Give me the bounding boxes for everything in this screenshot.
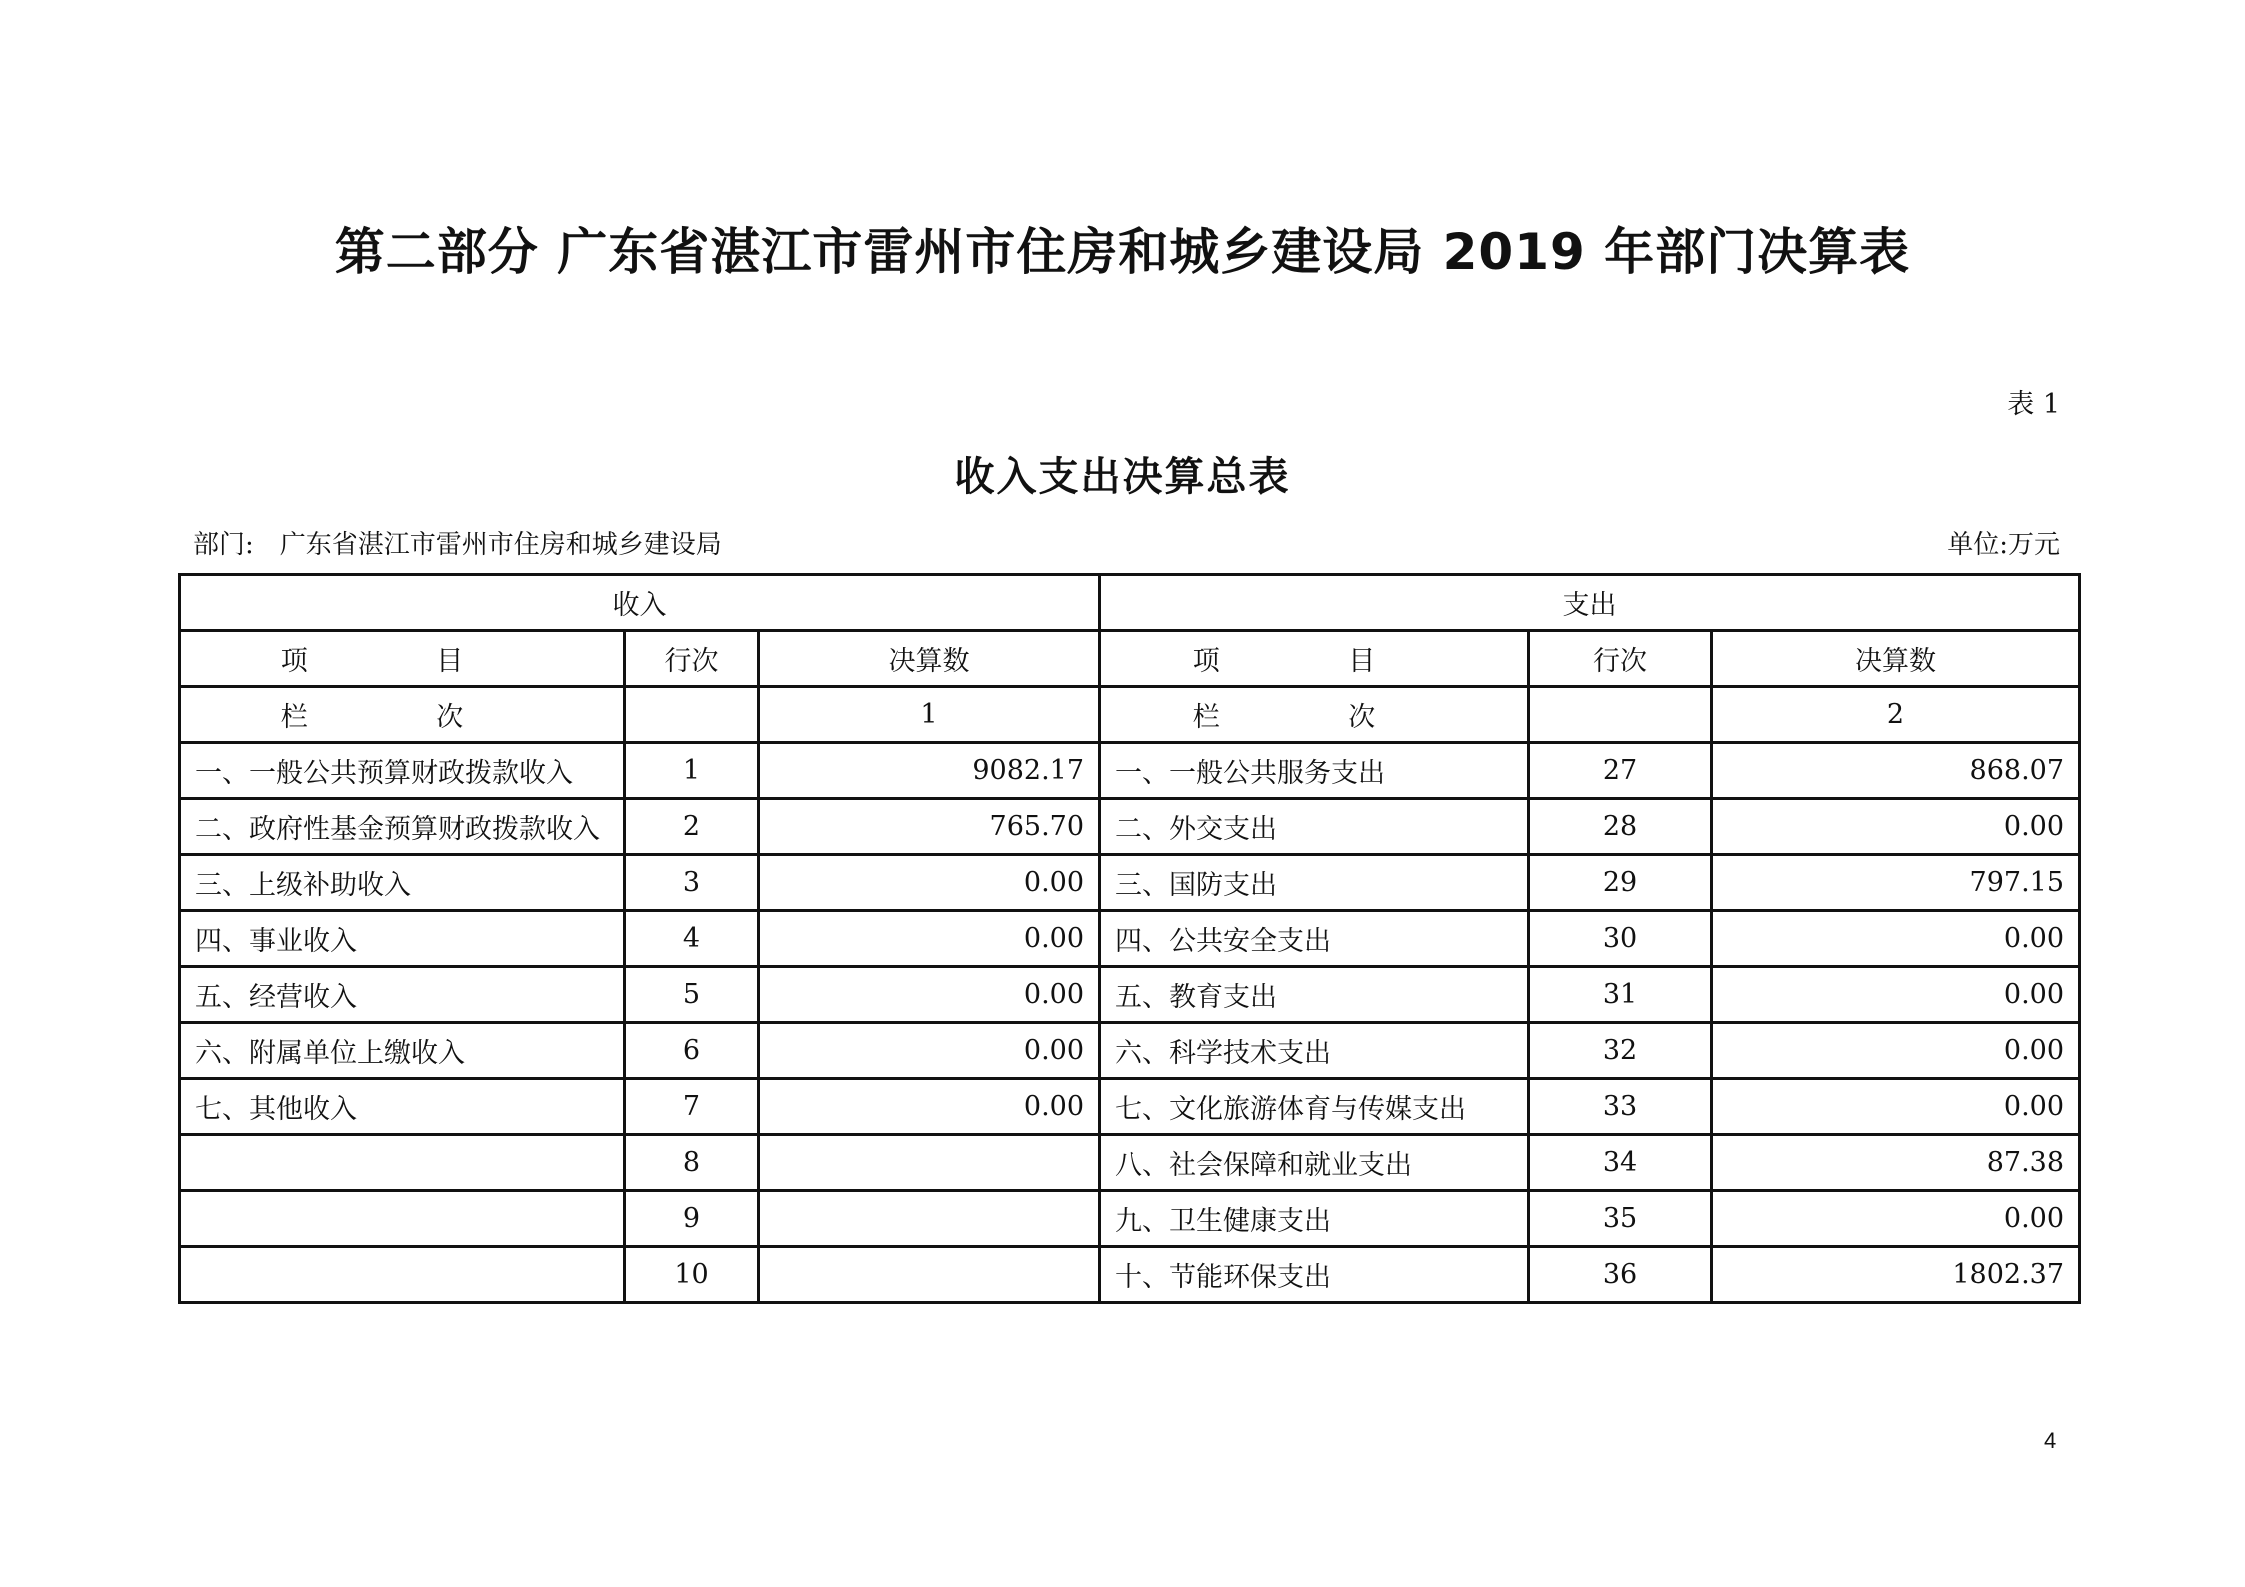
expense-item: 十、节能环保支出: [1100, 1247, 1529, 1303]
expense-amount: 0.00: [1712, 967, 2080, 1023]
expense-item: 八、社会保障和就业支出: [1100, 1135, 1529, 1191]
expense-row-number: 32: [1529, 1023, 1712, 1079]
department-value: 广东省湛江市雷州市住房和城乡建设局: [279, 530, 722, 560]
department-label: 部门:: [193, 530, 254, 560]
income-row-number: 4: [625, 911, 759, 967]
table-row: [180, 967, 2080, 1023]
table-row: [180, 911, 2080, 967]
income-row-number: 3: [625, 855, 759, 911]
expense-amount: 0.00: [1712, 1191, 2080, 1247]
expense-item: 二、外交支出: [1100, 799, 1529, 855]
expense-row-number: 34: [1529, 1135, 1712, 1191]
expense-column-row-empty: [1529, 687, 1712, 743]
income-row-number: 7: [625, 1079, 759, 1135]
expense-row-number: 33: [1529, 1079, 1712, 1135]
unit-label: 单位:万元: [1947, 530, 2060, 560]
income-item-header: 项 目: [180, 631, 625, 687]
income-amount: [759, 1135, 1100, 1191]
expense-row-number: 29: [1529, 855, 1712, 911]
income-amount: [759, 1247, 1100, 1303]
expense-amount: 87.38: [1712, 1135, 2080, 1191]
page-number: 4: [2044, 1428, 2057, 1453]
table-title: 收入支出决算总表: [954, 454, 1291, 500]
income-item: [180, 1135, 625, 1191]
department-line: [193, 524, 722, 561]
income-column-number: 1: [759, 687, 1100, 743]
income-row-number: 2: [625, 799, 759, 855]
income-row-number: 5: [625, 967, 759, 1023]
income-amount: 0.00: [759, 855, 1100, 911]
expense-item: 九、卫生健康支出: [1100, 1191, 1529, 1247]
expense-amount: 0.00: [1712, 799, 2080, 855]
income-amount: 765.70: [759, 799, 1100, 855]
table-row: [180, 1135, 2080, 1191]
expense-row-number: 27: [1529, 743, 1712, 799]
table-row: [180, 743, 2080, 799]
income-item: 三、上级补助收入: [180, 855, 625, 911]
expense-amount: 0.00: [1712, 1023, 2080, 1079]
expense-row-number: 28: [1529, 799, 1712, 855]
income-column-row-empty: [625, 687, 759, 743]
expense-amount: 868.07: [1712, 743, 2080, 799]
column-number-row: [180, 687, 2080, 743]
income-row-number: 9: [625, 1191, 759, 1247]
expense-column-label: 栏 次: [1100, 687, 1529, 743]
table-row: [180, 855, 2080, 911]
page-title: 第二部分 广东省湛江市雷州市住房和城乡建设局 2019 年部门决算表: [334, 223, 1911, 281]
expense-row-number: 31: [1529, 967, 1712, 1023]
table-row: [180, 1191, 2080, 1247]
expense-section-header: 支出: [1100, 575, 2080, 631]
income-amount: 0.00: [759, 1079, 1100, 1135]
income-amount: 0.00: [759, 967, 1100, 1023]
section-header-row: [180, 575, 2080, 631]
income-column-label: 栏 次: [180, 687, 625, 743]
expense-item: 三、国防支出: [1100, 855, 1529, 911]
income-item: 六、附属单位上缴收入: [180, 1023, 625, 1079]
expense-item: 六、科学技术支出: [1100, 1023, 1529, 1079]
income-section-header: 收入: [180, 575, 1100, 631]
income-row-number: 8: [625, 1135, 759, 1191]
income-row-number: 1: [625, 743, 759, 799]
expense-row-number: 36: [1529, 1247, 1712, 1303]
income-row-number: 10: [625, 1247, 759, 1303]
expense-amount-header: 决算数: [1712, 631, 2080, 687]
income-expense-table: [178, 573, 2081, 1304]
expense-item: 七、文化旅游体育与传媒支出: [1100, 1079, 1529, 1135]
table-row: [180, 799, 2080, 855]
expense-amount: 0.00: [1712, 1079, 2080, 1135]
expense-amount: 797.15: [1712, 855, 2080, 911]
expense-item: 五、教育支出: [1100, 967, 1529, 1023]
expense-item-header: 项 目: [1100, 631, 1529, 687]
income-row-number: 6: [625, 1023, 759, 1079]
column-header-row: [180, 631, 2080, 687]
income-row-header: 行次: [625, 631, 759, 687]
income-item: [180, 1247, 625, 1303]
income-item: [180, 1191, 625, 1247]
table-row: [180, 1079, 2080, 1135]
expense-item: 一、一般公共服务支出: [1100, 743, 1529, 799]
income-amount: [759, 1191, 1100, 1247]
income-amount: 9082.17: [759, 743, 1100, 799]
income-item: 一、一般公共预算财政拨款收入: [180, 743, 625, 799]
income-amount-header: 决算数: [759, 631, 1100, 687]
expense-row-header: 行次: [1529, 631, 1712, 687]
expense-item: 四、公共安全支出: [1100, 911, 1529, 967]
income-item: 二、政府性基金预算财政拨款收入: [180, 799, 625, 855]
expense-row-number: 30: [1529, 911, 1712, 967]
income-amount: 0.00: [759, 911, 1100, 967]
table-row: [180, 1023, 2080, 1079]
table-number: 表 1: [2007, 389, 2060, 420]
income-item: 四、事业收入: [180, 911, 625, 967]
income-item: 七、其他收入: [180, 1079, 625, 1135]
expense-column-number: 2: [1712, 687, 2080, 743]
table-row: [180, 1247, 2080, 1303]
income-item: 五、经营收入: [180, 967, 625, 1023]
expense-amount: 1802.37: [1712, 1247, 2080, 1303]
income-amount: 0.00: [759, 1023, 1100, 1079]
expense-row-number: 35: [1529, 1191, 1712, 1247]
expense-amount: 0.00: [1712, 911, 2080, 967]
